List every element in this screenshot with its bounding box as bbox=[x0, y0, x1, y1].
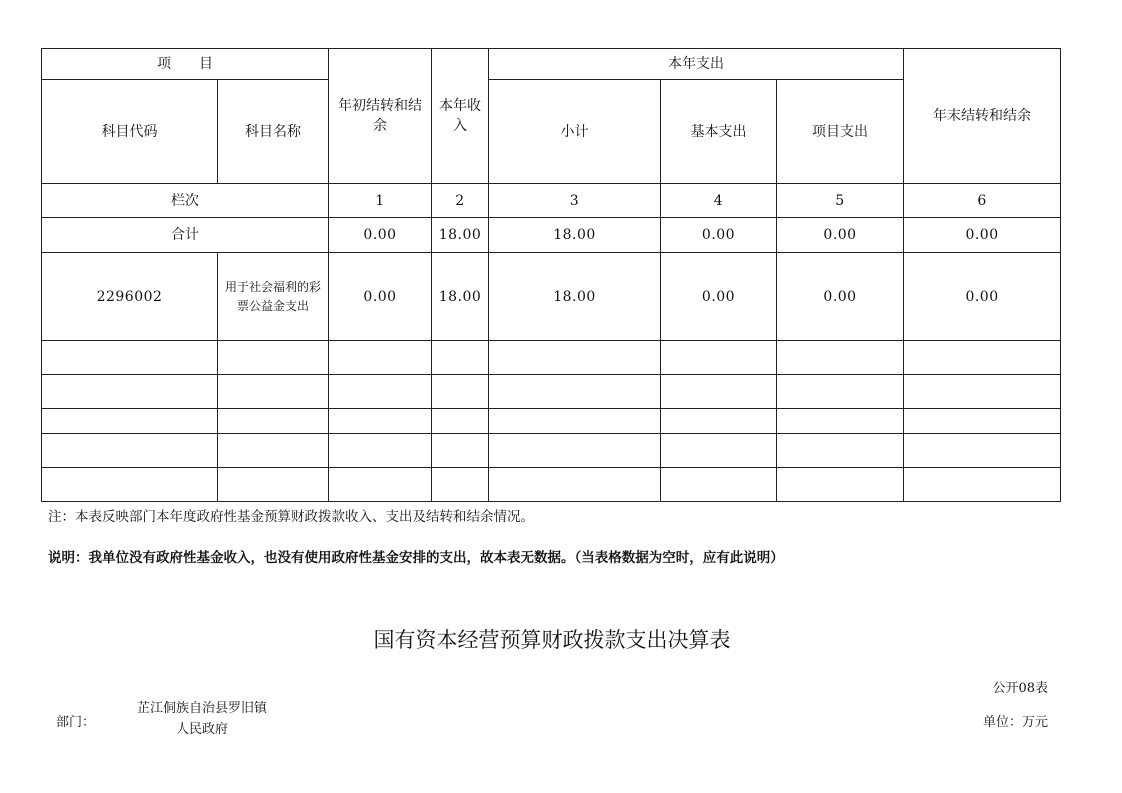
empty-cell bbox=[661, 375, 777, 409]
empty-cell bbox=[42, 341, 218, 375]
total-label: 合计 bbox=[42, 218, 329, 253]
empty-cell bbox=[218, 375, 329, 409]
empty-row bbox=[42, 409, 1061, 434]
empty-cell bbox=[777, 409, 904, 434]
empty-cell bbox=[42, 434, 218, 468]
empty-cell bbox=[432, 375, 489, 409]
empty-row bbox=[42, 434, 1061, 468]
empty-cell bbox=[329, 375, 432, 409]
empty-cell bbox=[329, 409, 432, 434]
department-label: 部门： bbox=[56, 715, 96, 730]
column-index-1: 1 bbox=[329, 184, 432, 218]
empty-cell bbox=[777, 341, 904, 375]
header-closing: 年末结转和结余 bbox=[904, 49, 1061, 184]
empty-row bbox=[42, 468, 1061, 502]
empty-cell bbox=[661, 341, 777, 375]
header-subtotal: 小计 bbox=[489, 80, 661, 184]
column-index-2: 2 bbox=[432, 184, 489, 218]
total-income: 18.00 bbox=[432, 218, 489, 253]
form-number: 公开08表 bbox=[992, 681, 1048, 696]
empty-cell bbox=[432, 341, 489, 375]
column-index-4: 4 bbox=[661, 184, 777, 218]
header-row-1 bbox=[42, 49, 1061, 80]
empty-cell bbox=[904, 468, 1061, 502]
header-project: 项目支出 bbox=[777, 80, 904, 184]
header-expense-group: 本年支出 bbox=[489, 49, 904, 80]
header-basic: 基本支出 bbox=[661, 80, 777, 184]
empty-cell bbox=[432, 409, 489, 434]
header-opening: 年初结转和结余 bbox=[329, 49, 432, 184]
header-item: 项 目 bbox=[42, 49, 329, 80]
empty-cell bbox=[218, 434, 329, 468]
next-table-title: 国有资本经营预算财政拨款支出决算表 bbox=[373, 628, 731, 652]
header-code: 科目代码 bbox=[42, 80, 218, 184]
empty-cell bbox=[489, 409, 661, 434]
empty-cell bbox=[489, 375, 661, 409]
empty-cell bbox=[777, 434, 904, 468]
table-row bbox=[42, 253, 1061, 341]
empty-cell bbox=[904, 409, 1061, 434]
row-subtotal: 18.00 bbox=[489, 253, 661, 341]
header-income: 本年收入 bbox=[432, 49, 489, 184]
header-name: 科目名称 bbox=[218, 80, 329, 184]
empty-cell bbox=[904, 434, 1061, 468]
total-opening: 0.00 bbox=[329, 218, 432, 253]
empty-row bbox=[42, 341, 1061, 375]
empty-cell bbox=[218, 409, 329, 434]
row-code: 2296002 bbox=[42, 253, 218, 341]
empty-cell bbox=[489, 341, 661, 375]
column-index-6: 6 bbox=[904, 184, 1061, 218]
empty-cell bbox=[329, 468, 432, 502]
government-fund-table bbox=[41, 48, 1061, 502]
empty-cell bbox=[489, 468, 661, 502]
row-name: 用于社会福利的彩票公益金支出 bbox=[218, 253, 329, 341]
row-income: 18.00 bbox=[432, 253, 489, 341]
empty-cell bbox=[329, 341, 432, 375]
empty-cell bbox=[42, 468, 218, 502]
empty-cell bbox=[432, 434, 489, 468]
empty-cell bbox=[218, 341, 329, 375]
column-index-row bbox=[42, 184, 1061, 218]
row-closing: 0.00 bbox=[904, 253, 1061, 341]
column-index-label: 栏次 bbox=[42, 184, 329, 218]
empty-cell bbox=[432, 468, 489, 502]
total-subtotal: 18.00 bbox=[489, 218, 661, 253]
empty-cell bbox=[661, 434, 777, 468]
empty-cell bbox=[904, 341, 1061, 375]
explanation-text: 说明：我单位没有政府性基金收入，也没有使用政府性基金安排的支出，故本表无数据。（当表格数据为空时，应有此说明） bbox=[48, 550, 784, 566]
total-project: 0.00 bbox=[777, 218, 904, 253]
empty-cell bbox=[42, 409, 218, 434]
empty-row bbox=[42, 375, 1061, 409]
table-note: 注：本表反映部门本年度政府性基金预算财政拨款收入、支出及结转和结余情况。 bbox=[48, 509, 534, 525]
column-index-3: 3 bbox=[489, 184, 661, 218]
empty-cell bbox=[218, 468, 329, 502]
empty-cell bbox=[904, 375, 1061, 409]
empty-cell bbox=[42, 375, 218, 409]
row-project: 0.00 bbox=[777, 253, 904, 341]
empty-cell bbox=[661, 468, 777, 502]
total-basic: 0.00 bbox=[661, 218, 777, 253]
empty-cell bbox=[489, 434, 661, 468]
row-basic: 0.00 bbox=[661, 253, 777, 341]
empty-cell bbox=[777, 375, 904, 409]
department-value: 芷江侗族自治县罗旧镇人民政府 bbox=[136, 701, 267, 737]
empty-cell bbox=[329, 434, 432, 468]
unit-label: 单位：万元 bbox=[982, 715, 1048, 730]
empty-cell bbox=[777, 468, 904, 502]
total-closing: 0.00 bbox=[904, 218, 1061, 253]
empty-cell bbox=[661, 409, 777, 434]
row-opening: 0.00 bbox=[329, 253, 432, 341]
column-index-5: 5 bbox=[777, 184, 904, 218]
total-row bbox=[42, 218, 1061, 253]
